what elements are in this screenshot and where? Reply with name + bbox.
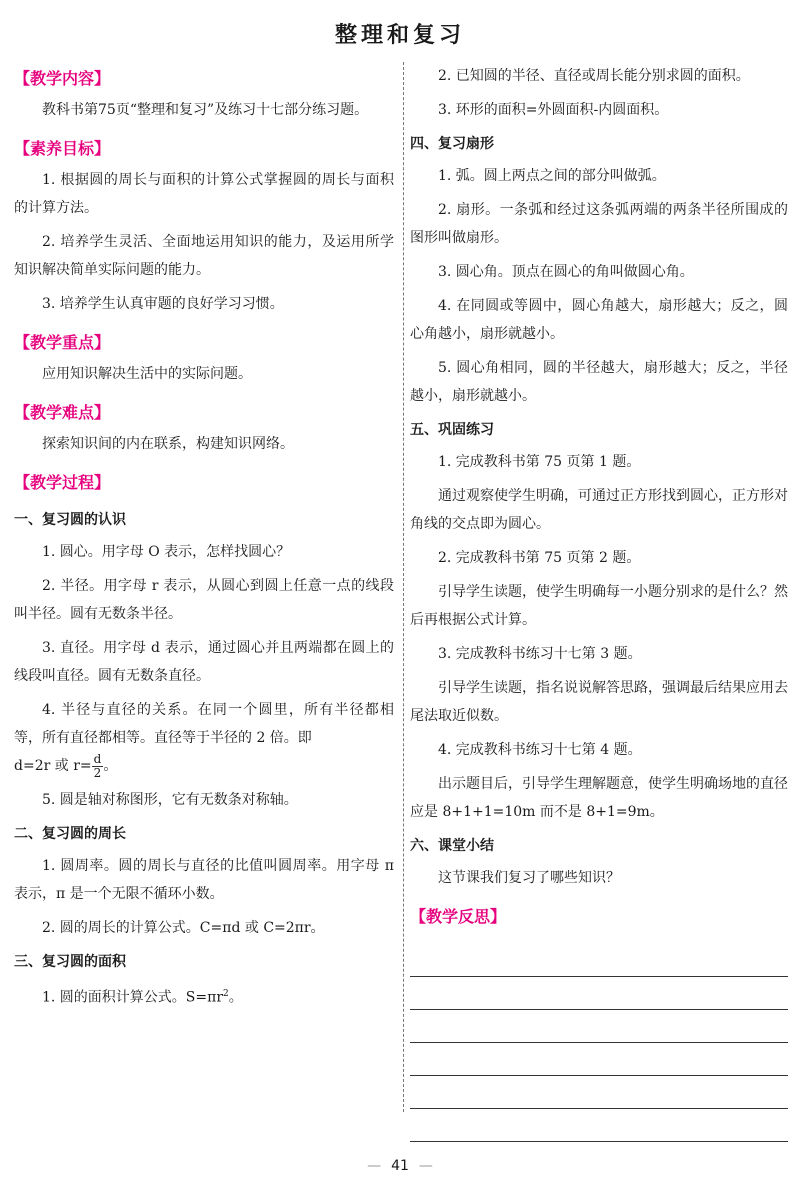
reflection-lines [410,944,788,1142]
paragraph: 2. 扇形。一条弧和经过这条弧两端的两条半径所围成的图形叫做扇形。 [410,202,788,246]
paragraph: 这节课我们复习了哪些知识？ [438,870,620,886]
writing-line[interactable] [410,977,788,1010]
paragraph: 引导学生读题，指名说说解答思路，强调最后结果应用去尾法取近似数。 [410,680,788,724]
paragraph: 通过观察使学生明确，可通过正方形找到圆心，正方形对角线的交点即为圆心。 [410,488,788,532]
subheading-circle-basics: 一、复习圆的认识 [14,512,126,528]
paragraph: 5. 圆心角相同，圆的半径越大，扇形越大；反之，半径越小，扇形就越小。 [410,360,788,404]
footer-dash: — [418,1158,433,1174]
subheading-summary: 六、课堂小结 [410,838,494,854]
section-heading-content: 【教学内容】 [14,69,111,88]
writing-line[interactable] [410,1010,788,1043]
fraction-denominator: 2 [93,765,102,780]
writing-line[interactable] [410,944,788,977]
page-footer [0,1158,800,1174]
paragraph: 2. 培养学生灵活、全面地运用知识的能力，及运用所学知识解决简单实际问题的能力。 [14,234,394,278]
section-heading-reflection: 【教学反思】 [410,907,507,926]
paragraph: 1. 弧。圆上两点之间的部分叫做弧。 [438,168,666,184]
section-heading-goals: 【素养目标】 [14,139,111,158]
writing-line[interactable] [410,1043,788,1076]
paragraph: 引导学生读题，使学生明确每一小题分别求的是什么？然后再根据公式计算。 [410,584,788,628]
paragraph: 教科书第75页“整理和复习”及练习十七部分练习题。 [42,102,369,118]
text-span: 。 [228,989,243,1006]
superscript: 2 [223,989,229,999]
paragraph [14,980,394,1012]
fraction [92,753,104,780]
writing-line[interactable] [410,1076,788,1109]
subheading-practice: 五、巩固练习 [410,422,494,438]
paragraph: 应用知识解决生活中的实际问题。 [42,366,252,382]
text-span: 4. 半径与直径的关系。在同一个圆里，所有半径都相等，所有直径都相等。直径等于半径的 2 倍。即 [14,702,394,746]
paragraph: 3. 环形的面积=外圆面积-内圆面积。 [438,102,669,118]
subheading-circumference: 二、复习圆的周长 [14,826,126,842]
paragraph [14,696,394,752]
text-span: 1. 圆的面积计算公式。S=πr [42,989,224,1006]
page-title: 整理和复习 [334,23,465,48]
paragraph: 1. 根据圆的周长与面积的计算公式掌握圆的周长与面积的计算方法。 [14,172,394,216]
left-column [14,60,394,1018]
right-column [410,60,788,1142]
paragraph: 2. 半径。用字母 r 表示，从圆心到圆上任意一点的线段叫半径。圆有无数条半径。 [14,578,394,622]
paragraph: 2. 已知圆的半径、直径或周长能分别求圆的面积。 [438,68,750,84]
column-divider [403,62,404,1112]
subheading-sector: 四、复习扇形 [410,136,494,152]
paragraph: 3. 圆心角。顶点在圆心的角叫做圆心角。 [438,264,694,280]
writing-line[interactable] [410,1109,788,1142]
paragraph: 2. 圆的周长的计算公式。C=πd 或 C=2πr。 [42,920,325,936]
paragraph: 4. 完成教科书练习十七第 4 题。 [438,742,642,758]
formula-line [14,752,394,780]
paragraph: 2. 完成教科书第 75 页第 2 题。 [438,550,641,566]
fraction-numerator: d [93,751,102,766]
paragraph: 出示题目后，引导学生理解题意，使学生明确场地的直径应是 8+1+1=10m 而不是 8+1=9m。 [410,776,788,820]
paragraph: 3. 培养学生认真审题的良好学习习惯。 [42,296,284,312]
formula-text: d=2r 或 r= [14,758,92,774]
paragraph: 5. 圆是轴对称图形，它有无数条对称轴。 [42,792,298,808]
paragraph: 1. 完成教科书第 75 页第 1 题。 [438,454,641,470]
paragraph: 探索知识间的内在联系，构建知识网络。 [42,436,294,452]
paragraph: 1. 圆周率。圆的周长与直径的比值叫圆周率。用字母 π 表示，π 是一个无限不循环小数。 [14,858,394,902]
paragraph: 3. 完成教科书练习十七第 3 题。 [438,646,642,662]
section-heading-key-points: 【教学重点】 [14,333,111,352]
page-number: 41 [391,1158,409,1174]
paragraph: 4. 在同圆或等圆中，圆心角越大，扇形越大；反之，圆心角越小，扇形就越小。 [410,298,788,342]
paragraph: 3. 直径。用字母 d 表示，通过圆心并且两端都在圆上的线段叫直径。圆有无数条直径。 [14,640,394,684]
footer-dash: — [367,1158,382,1174]
subheading-area: 三、复习圆的面积 [14,954,126,970]
paragraph: 1. 圆心。用字母 O 表示，怎样找圆心？ [42,544,291,560]
section-heading-difficulties: 【教学难点】 [14,403,111,422]
section-heading-process: 【教学过程】 [14,473,111,492]
formula-end: 。 [103,758,118,774]
